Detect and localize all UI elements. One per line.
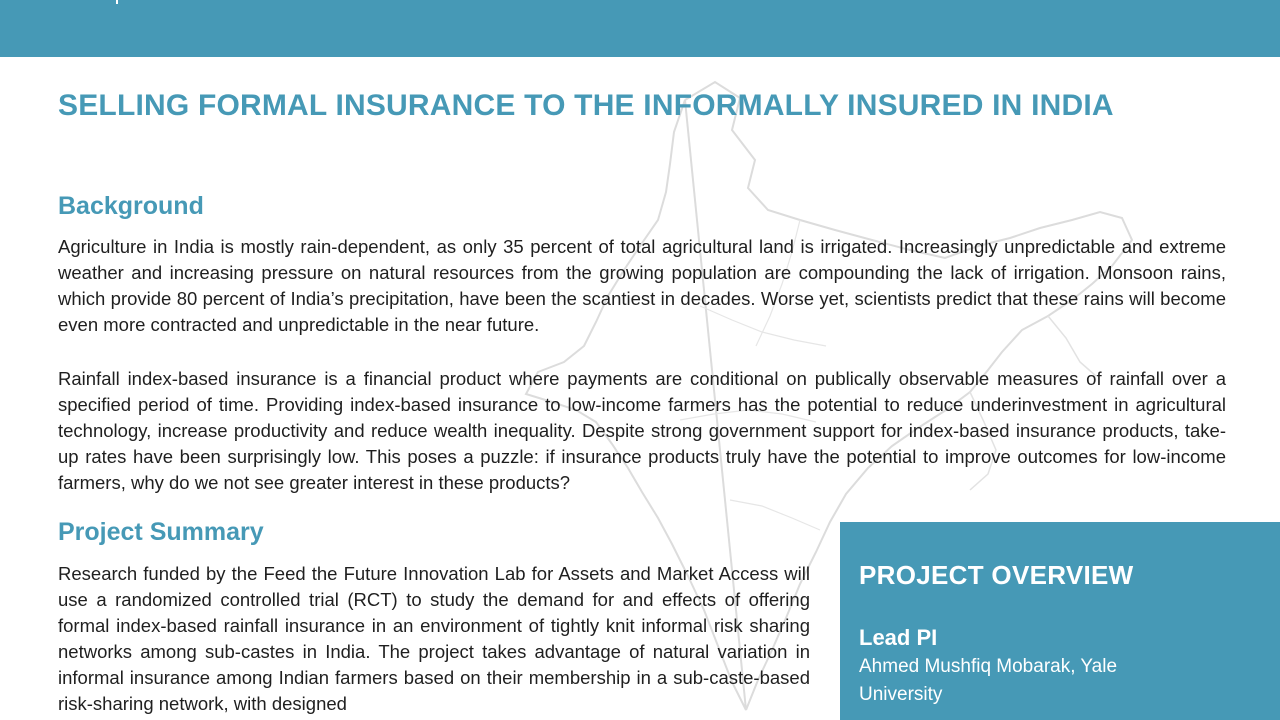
lead-pi-value: Ahmed Mushfiq Mobarak, Yale University	[859, 656, 1118, 705]
project-summary-heading: Project Summary	[58, 518, 264, 546]
header-divider	[116, 0, 118, 4]
background-paragraph-2: Rainfall index-based insurance is a financial product where payments are conditional on publically observable measures of rainfall over a specified period of time. Providing index-based insurance to low-income farmers has the potential to reduce underinvestment in agricultural technology, increase productivity and reduce wealth inequality. Despite strong government support for index-based insurance products, take-up rates have been surprisingly low. This poses a puzzle: if insurance products truly have the potential to improve outcomes for low-income farmers, why do we not see greater interest in these products?	[58, 368, 1226, 493]
background-paragraph-1: Agriculture in India is mostly rain-dependent, as only 35 percent of total agricultural land is irrigated. Increasingly unpredictable and extreme weather and increasing pressure on natural resources from the growing population are compounding the lack of irrigation. Monsoon rains, which provide 80 percent of India’s precipitation, have been the scantiest in decades. Worse yet, scientists predict that these rains will become even more contracted and unpredictable in the near future.	[58, 236, 1226, 335]
document-title: SELLING FORMAL INSURANCE TO THE INFORMALLY INSURED IN INDIA	[58, 89, 1114, 122]
project-summary-paragraph: Research funded by the Feed the Future Innovation Lab for Assets and Market Access will use a randomized controlled trial (RCT) to study the demand for and effects of offering formal index-based rainfall insurance in an environment of tightly knit informal risk sharing networks among sub-castes in India. The project takes advantage of natural variation in informal insurance among Indian farmers based on their membership in a sub-caste-based risk-sharing network, with designed	[58, 563, 810, 714]
project-overview-box	[840, 522, 1280, 720]
project-overview-title: PROJECT OVERVIEW	[859, 560, 1134, 590]
lead-pi-label: Lead PI	[859, 625, 938, 650]
background-heading: Background	[58, 192, 204, 220]
header-band	[0, 0, 1280, 57]
